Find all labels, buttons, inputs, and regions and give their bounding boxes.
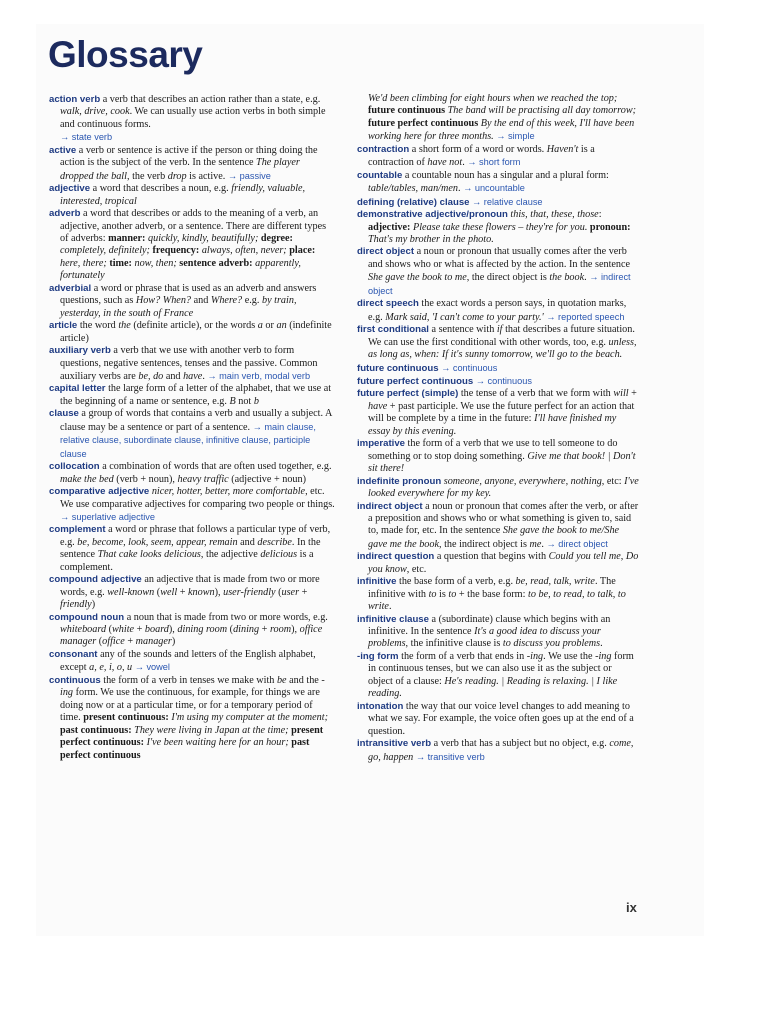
glossary-entry: We'd been climbing for eight hours when we reached the top; future continuous The band will be practising all day tomorrow; future perfect continuous By the end of this week, I'll have been working here for three months. → simple xyxy=(357,93,639,144)
glossary-entry: article the word the (definite article), or the words a or an (indefinite article) xyxy=(49,320,332,344)
page-title: Glossary xyxy=(48,34,203,75)
glossary-entry: demonstrative adjective/pronoun this, that, these, those: adjective: Please take these flowers – they're for you. pronoun: That's my brother in the photo. xyxy=(357,209,631,245)
glossary-entry: intransitive verb a verb that has a subject but no object, e.g. come, go, happen → transitive verb xyxy=(357,738,639,764)
glossary-entry: indirect question a question that begins with Could you tell me, Do you know, etc. xyxy=(357,551,639,575)
glossary-entry: future perfect (simple) the tense of a verb that we form with will + have + past participle. We use the future perfect for an action that will be complete by a time in the future: I'll have finished my essay by this evening. xyxy=(357,388,637,437)
glossary-entry: consonant any of the sounds and letters of the English alphabet, except a, e, i, o, u → vowel xyxy=(49,649,335,675)
glossary-column-left xyxy=(49,94,335,762)
glossary-entry: capital letter the large form of a letter of the alphabet, that we use at the beginning of a name or sentence, e.g. B not b xyxy=(49,383,332,407)
glossary-entry: direct speech the exact words a person says, in quotation marks, e.g. Mark said, 'I can't come to your party.' → reported speech xyxy=(357,298,639,324)
glossary-entry: indefinite pronoun someone, anyone, everywhere, nothing, etc: I've looked everywhere for my key. xyxy=(357,475,639,500)
glossary-entry: compound noun a noun that is made from two or more words, e.g. whiteboard (white + board), dining room (dining + room), office manager (office + manager) xyxy=(49,611,328,648)
glossary-entry: complement a word or phrase that follows a particular type of verb, e.g. be, become, look, seem, appear, remain and describe. In the sentence That cake looks delicious, the adjective delicious is a complement. xyxy=(49,524,331,573)
glossary-entry: adjective a word that describes a noun, e.g. friendly, valuable, interested, tropical xyxy=(49,183,306,207)
glossary-entry: compound adjective an adjective that is made from two or more words, e.g. well-known (well + known), user-friendly (user + friendly) xyxy=(49,574,320,611)
glossary-entry: auxiliary verb a verb that we use with another verb to form questions, negative sentences, tenses and the passive. Common auxiliary verbs are be, do and have. → main verb, modal verb xyxy=(49,345,335,383)
glossary-column-right xyxy=(357,93,639,764)
glossary-entry: adverb a word that describes or adds to the meaning of a verb, an adjective, another adverb, or a sentence. There are different types of adverbs: manner: quickly, kindly, beautifully; degree: completely, definitely; frequency: always, often, never; place: here, there; time: now, then; sentence adverb: apparently, fortunately xyxy=(49,208,327,282)
glossary-entry: future continuous → continuous xyxy=(357,362,639,375)
glossary-entry: comparative adjective nicer, hotter, better, more comfortable, etc. We use comparative adjectives for comparing two people or things. → superlative adjective xyxy=(49,486,335,524)
glossary-entry: intonation the way that our voice level changes to add meaning to what we say. For example, the voice often goes up at the end of a question. xyxy=(357,700,634,737)
glossary-entry: first conditional a sentence with if that describes a future situation. We can use the first conditional with other words, too, e.g. unless, as long as, when: If it's sunny tomorrow, we'll go to the beach. xyxy=(357,324,637,361)
glossary-entry: contraction a short form of a word or words. Haven't is a contraction of have not. → short form xyxy=(357,144,639,170)
page-number: ix xyxy=(626,900,637,915)
glossary-entry: adverbial a word or phrase that is used as an adverb and answers questions, such as How? When? and Where? e.g. by train, yesterday, in the south of France xyxy=(49,282,317,319)
glossary-entry: active a verb or sentence is active if the person or thing doing the action is the subject of the verb. In the sentence The player dropped the ball, the verb drop is active. → passive xyxy=(49,145,335,183)
glossary-entry: infinitive the base form of a verb, e.g. be, read, talk, write. The infinitive with to is to + the base form: to be, to read, to talk, to write. xyxy=(357,576,626,613)
glossary-entry: indirect object a noun or pronoun that comes after the verb, or after a preposition and shows who or what something is given to, said to, made for, etc. In the sentence She gave the book to me/She gave me the book, the indirect object is me. → direct object xyxy=(357,501,639,552)
glossary-entry: future perfect continuous → continuous xyxy=(357,375,639,388)
glossary-entry: infinitive clause a (subordinate) clause which begins with an infinitive. In the sentence It's a good idea to discuss your problems, the infinitive clause is to discuss you problems. xyxy=(357,613,611,650)
glossary-entry: continuous the form of a verb in tenses we make with be and the -ing form. We use the continuous, for example, for things we are doing now or at a particular time, or for a temporary period of time. present continuous: I'm using my computer at the moment; past continuous: They were living in Japan at the time; present perfect continuous: I've been waiting here for an hour; past perfect continuous xyxy=(49,674,328,761)
glossary-entry: defining (relative) clause → relative clause xyxy=(357,196,639,209)
glossary-entry: action verb a verb that describes an action rather than a state, e.g. walk, drive, cook. We can usually use action verbs in both simple and continuous forms. → state verb xyxy=(49,94,335,145)
glossary-entry: countable a countable noun has a singular and a plural form: table/tables, man/men. → uncountable xyxy=(357,170,639,196)
glossary-entry: -ing form the form of a verb that ends in -ing. We use the -ing form in continuous tenses, but we can also use it as the subject or object of a clause: He's reading. | Reading is relaxing. | I like reading. xyxy=(357,650,634,700)
glossary-entry: clause a group of words that contains a verb and usually a subject. A clause may be a sentence or part of a sentence. → main clause, relative clause, subordinate clause, infinitive clause, participle clause xyxy=(49,408,335,461)
glossary-entry: direct object a noun or pronoun that usually comes after the verb and shows who or what is affected by the action. In the sentence She gave the book to me, the direct object is the book. → indirect object xyxy=(357,246,639,298)
glossary-entry: collocation a combination of words that are often used together, e.g. make the bed (verb + noun), heavy traffic (adjective + noun) xyxy=(49,461,332,485)
glossary-entry: imperative the form of a verb that we use to tell someone to do something or to stop doing something. Give me that book! | Don't sit there! xyxy=(357,438,636,475)
